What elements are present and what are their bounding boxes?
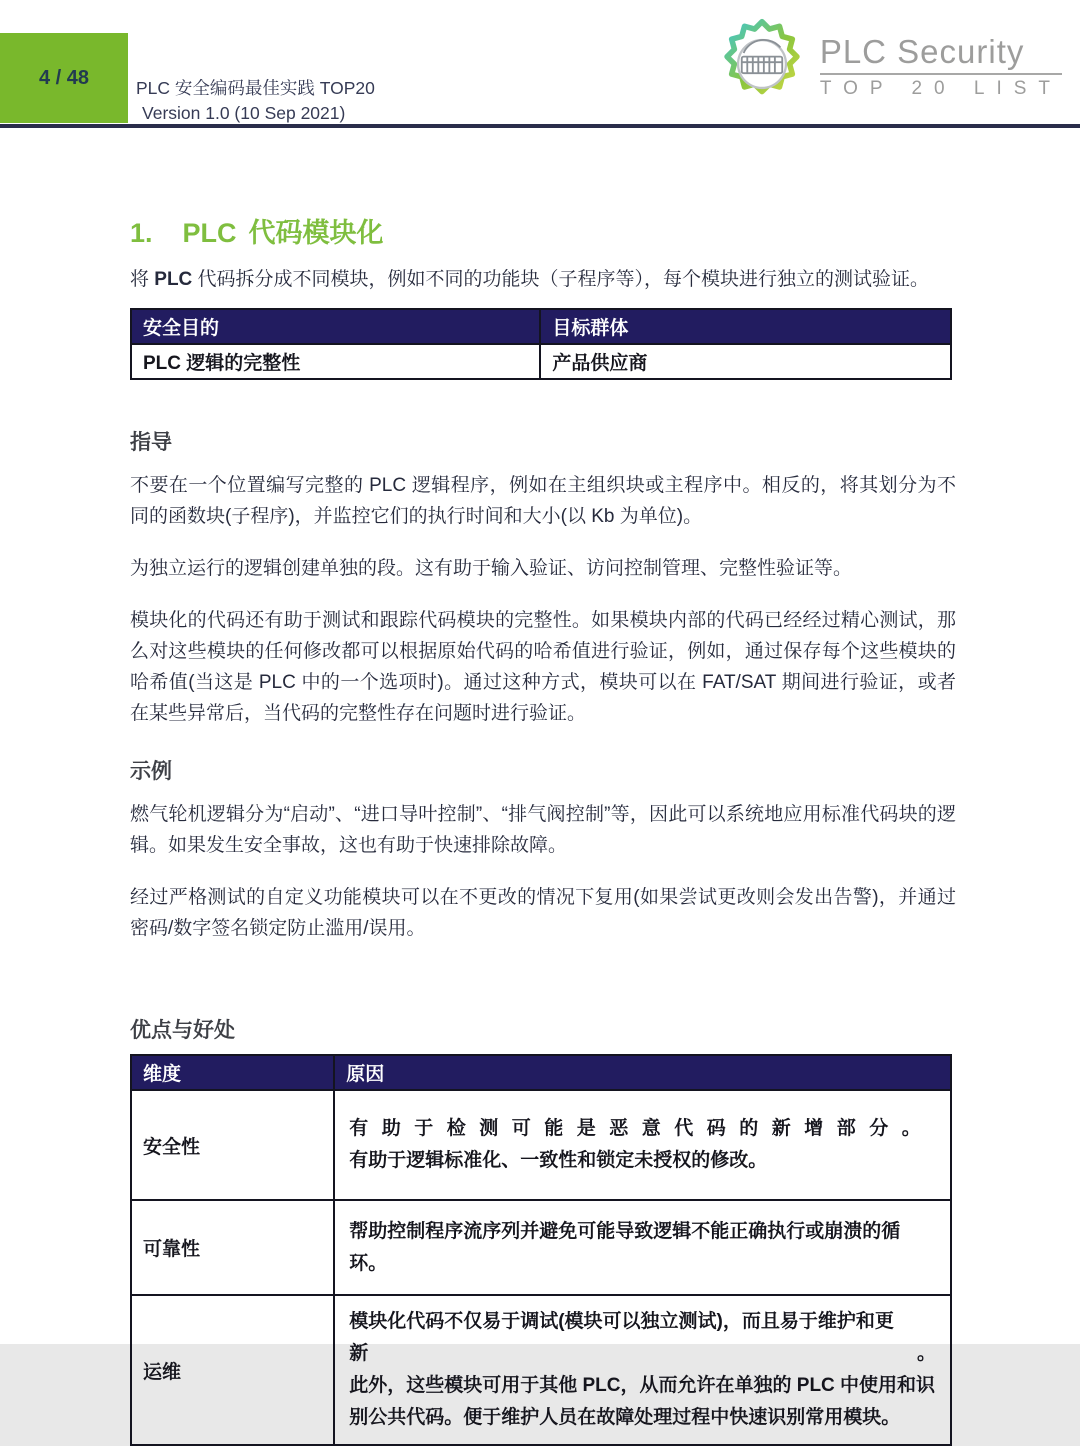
section-title-rest: 代码模块化: [248, 218, 384, 248]
objective-value-cell: PLC 逻辑的完整性: [143, 353, 301, 374]
header-titles: [136, 76, 375, 126]
guidance-paragraph-1: 不要在一个位置编写完整的 PLC 逻辑程序，例如在主组织块或主程序中。相反的，将其划分为不同的函数块(子程序)，并监控它们的执行时间和大小(以 Kb 为单位)。: [130, 475, 956, 527]
guidance-paragraph-2: 为独立运行的逻辑创建单独的段。这有助于输入验证、访问控制管理、完整性验证等。: [130, 558, 853, 579]
dimension-cell: 安全性: [143, 1136, 201, 1158]
doc-version: Version 1.0 (10 Sep 2021): [142, 103, 346, 123]
benefits-table: [130, 1054, 952, 1446]
reason-line: 有助于逻辑标准化、一致性和锁定未授权的修改。: [349, 1150, 768, 1171]
intro-plc: PLC: [154, 269, 193, 290]
reason-cell: [333, 1296, 950, 1444]
guidance-heading: 指导: [130, 431, 172, 454]
guidance-paragraph-3: 模块化的代码还有助于测试和跟踪代码模块的完整性。如果模块内部的代码已经经过精心测试，那么对这些模块的任何修改都可以根据原始代码的哈希值进行验证，例如，通过保存每个这些模块的哈希值(当这是 PLC 中的一个选项时)。通过这种方式，模块可以在 FAT/SAT 期间进行验证，或者在某些异常后，当代码的完整性存在问题时进行验证。: [130, 610, 956, 724]
intro-rest: 代码拆分成不同模块，例如不同的功能块（子程序等），每个模块进行独立的测试验证。: [192, 269, 930, 290]
page-content: [130, 127, 956, 1446]
intro-paragraph: [130, 264, 956, 295]
benefits-row-security: [132, 1089, 950, 1199]
intro-prefix: 将: [130, 269, 155, 290]
reason-line: 有助于检测可能是恶意代码的新增部分。: [349, 1118, 935, 1139]
objective-table-header-row: [132, 310, 950, 343]
section-title-plc: PLC: [182, 218, 237, 248]
reason-header-cell: 原因: [333, 1056, 950, 1089]
doc-title: PLC 安全编码最佳实践 TOP20: [136, 78, 375, 98]
logo-text: [820, 33, 1062, 100]
plc-security-logo: [716, 16, 1062, 117]
logo-subtitle: TOP 20 LIST: [819, 78, 1062, 99]
reason-cell: [333, 1201, 950, 1294]
section-number: 1.: [130, 218, 153, 248]
example-paragraph-2: 经过严格测试的自定义功能模块可以在不更改的情况下复用(如果尝试更改则会发出告警)，并通过密码/数字签名锁定防止滥用/误用。: [130, 887, 956, 939]
example-heading: 示例: [130, 760, 172, 783]
page-number-badge: [0, 33, 128, 123]
reason-line-left: 新: [349, 1343, 369, 1364]
benefits-row-reliability: [132, 1199, 950, 1294]
audience-header-cell: 目标群体: [539, 310, 950, 343]
logo-title: PLC Security: [820, 33, 1062, 75]
reason-line: 此外，这些模块可用于其他 PLC，从而允许在单独的 PLC 中使用和识别公共代码。便于维护人员在故障处理过程中快速识别常用模块。: [349, 1375, 936, 1428]
dimension-cell: 运维: [143, 1361, 182, 1383]
reason-cell: [333, 1091, 950, 1199]
dimension-header-cell: 维度: [132, 1056, 333, 1089]
reason-line-right: 。: [916, 1343, 936, 1364]
benefits-header-row: [132, 1056, 950, 1089]
reason-line: 模块化代码不仅易于调试(模块可以独立测试)，而且易于维护和更: [349, 1311, 894, 1332]
page-number: 4 / 48: [38, 66, 90, 89]
objective-header-cell: 安全目的: [132, 310, 539, 343]
dimension-cell: 可靠性: [143, 1239, 201, 1260]
benefits-row-operations: [132, 1294, 950, 1444]
reason-line: 帮助控制程序流序列并避免可能导致逻辑不能正确执行或崩溃的循环。: [349, 1220, 901, 1274]
objective-table: [130, 308, 952, 380]
example-paragraph-1: 燃气轮机逻辑分为“启动”、“进口导叶控制”、“排气阀控制”等，因此可以系统地应用标准代码块的逻辑。如果发生安全事故，这也有助于快速排除故障。: [130, 804, 956, 856]
reason-line-split: [349, 1338, 936, 1370]
benefits-heading: 优点与好处: [130, 1019, 235, 1042]
audience-value-cell: 产品供应商: [539, 345, 950, 378]
gear-plc-icon: [716, 16, 808, 117]
objective-table-body-row: [132, 343, 950, 378]
section-heading: [130, 211, 956, 250]
